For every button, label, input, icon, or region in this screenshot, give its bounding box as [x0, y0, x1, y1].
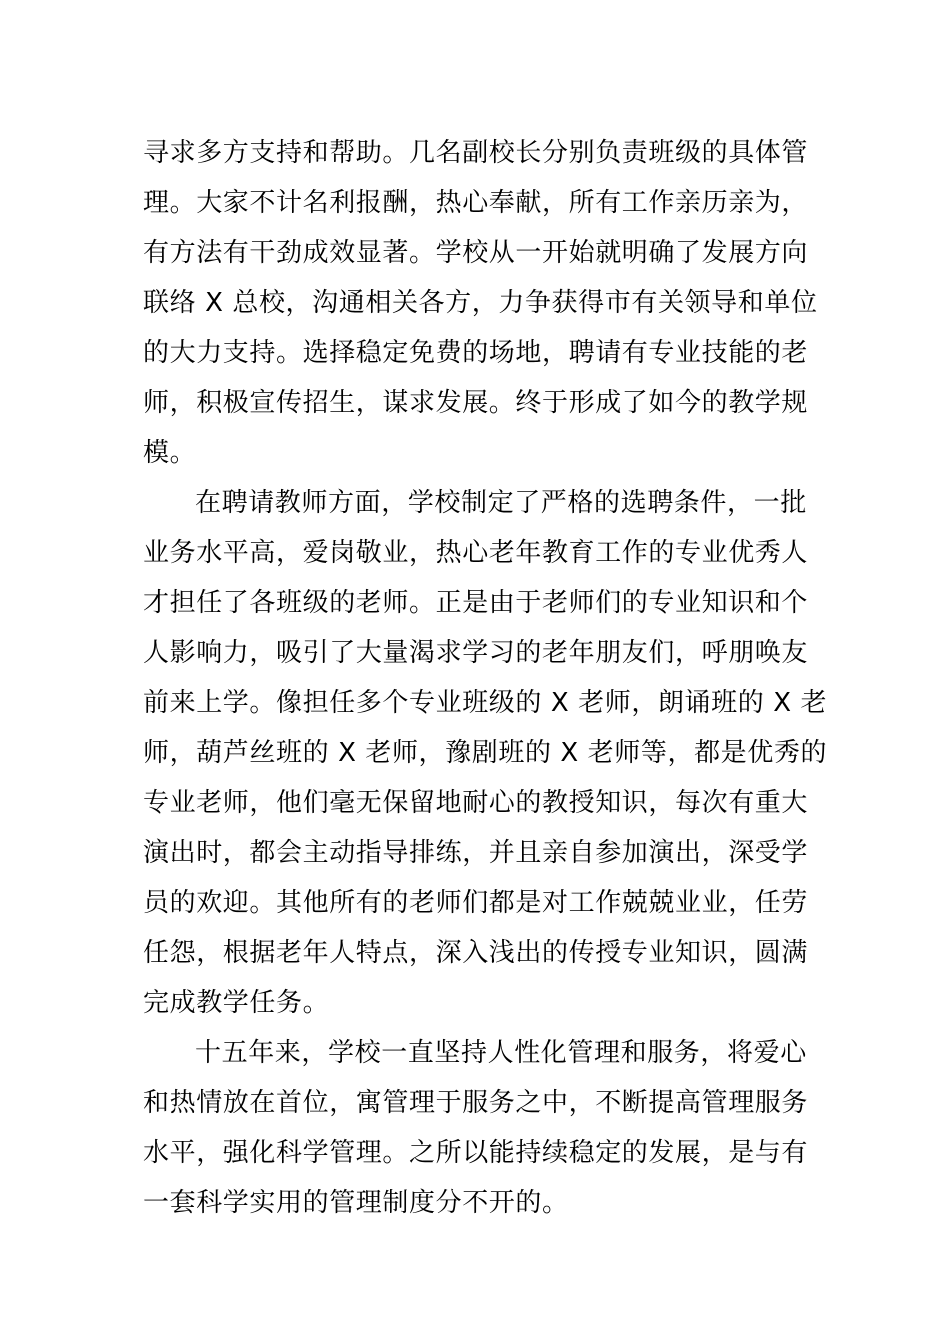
text-line: 专业老师，他们毫无保留地耐心的教授知识，每次有重大	[143, 788, 809, 818]
text-line: 模。	[143, 438, 197, 468]
text-line: 有方法有干劲成效显著。学校从一开始就明确了发展方向	[143, 238, 809, 268]
paragraph-first-line: 十五年来，学校一直坚持人性化管理和服务，将爱心	[195, 1038, 807, 1068]
text-line: 员的欢迎。其他所有的老师们都是对工作兢兢业业，任劳	[143, 888, 809, 918]
text-line: 任怨，根据老年人特点，深入浅出的传授专业知识，圆满	[143, 938, 809, 968]
text-line: 完成教学任务。	[143, 988, 330, 1018]
text-line: 业务水平高，爱岗敬业，热心老年教育工作的专业优秀人	[143, 538, 809, 568]
text-line: 人影响力，吸引了大量渴求学习的老年朋友们，呼朋唤友	[143, 638, 809, 668]
text-line: 和热情放在首位，寓管理于服务之中，不断提高管理服务	[143, 1088, 809, 1118]
text-line: 师，积极宣传招生，谋求发展。终于形成了如今的教学规	[143, 388, 809, 418]
text-line: 理。大家不计名利报酬，热心奉献，所有工作亲历亲为，	[143, 188, 809, 218]
text-line: 寻求多方支持和帮助。几名副校长分别负责班级的具体管	[143, 138, 809, 168]
text-line: 的大力支持。选择稳定免费的场地，聘请有专业技能的老	[143, 338, 809, 368]
text-line: 一套科学实用的管理制度分不开的。	[143, 1188, 569, 1218]
text-line: 才担任了各班级的老师。正是由于老师们的专业知识和个	[143, 588, 809, 618]
document-body	[143, 128, 828, 1228]
text-line: 水平，强化科学管理。之所以能持续稳定的发展，是与有	[143, 1138, 809, 1168]
paragraph-first-line: 在聘请教师方面，学校制定了严格的选聘条件，一批	[195, 488, 807, 518]
text-line: 演出时，都会主动指导排练，并且亲自参加演出，深受学	[143, 838, 809, 868]
text-line: 师，葫芦丝班的 X 老师，豫剧班的 X 老师等，都是优秀的	[143, 738, 828, 768]
text-line: 联络 X 总校，沟通相关各方，力争获得市有关领导和单位	[143, 288, 818, 318]
text-line: 前来上学。像担任多个专业班级的 X 老师，朗诵班的 X 老	[143, 688, 828, 718]
